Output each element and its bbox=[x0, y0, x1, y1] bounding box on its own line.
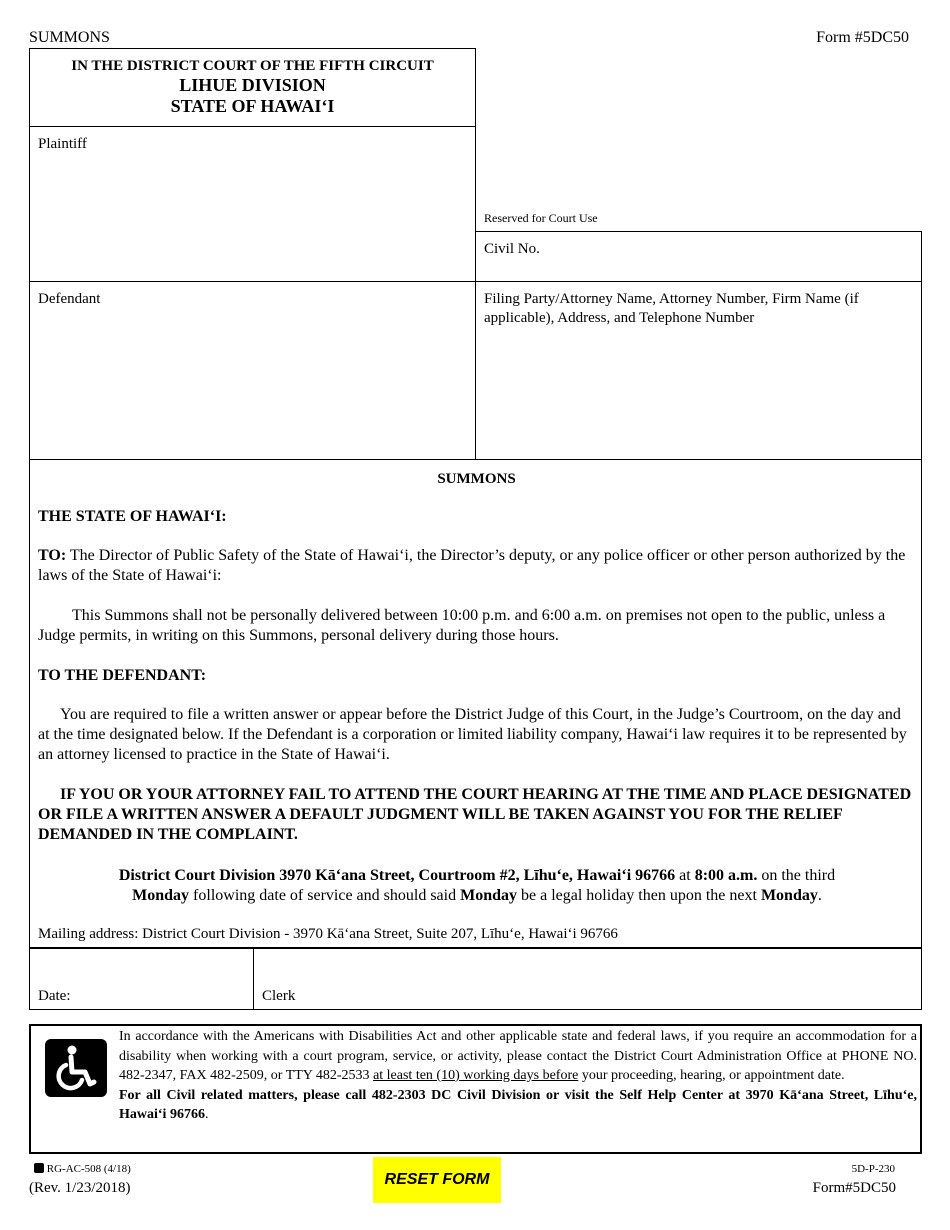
civil-no-label: Civil No. bbox=[484, 241, 540, 257]
court-line-3: STATE OF HAWAI‘I bbox=[170, 96, 335, 116]
required-paragraph: You are required to file a written answer or appear before the District Judge of this Court, in the Judge’s Courtroom, on the day and at the time designated below. If the Defendant is a corporation or limited liability company, Hawai‘i law requires it to be represented by an attorney licensed to practice in the State of Hawai‘i. bbox=[38, 706, 907, 763]
header-form-number: Form #5DC50 bbox=[816, 29, 909, 46]
to-defendant-heading: TO THE DEFENDANT: bbox=[38, 667, 207, 684]
plaintiff-field[interactable] bbox=[29, 126, 476, 282]
court-caption bbox=[29, 48, 476, 127]
footer-code-right: 5D-P-230 bbox=[851, 1163, 895, 1175]
to-paragraph bbox=[38, 546, 916, 586]
summons-body bbox=[29, 459, 922, 949]
default-warning: IF YOU OR YOUR ATTORNEY FAIL TO ATTEND THE COURT HEARING AT THE TIME AND PLACE DESIGNATED OR FILE A WRITTEN ANSWER A DEFAULT JUDGMENT WILL BE TAKEN AGAINST YOU FOR THE RELIEF DEMANDED IN THE COMPLAINT. bbox=[38, 786, 912, 843]
to-label: TO: bbox=[38, 547, 67, 564]
header-summons: SUMMONS bbox=[29, 29, 110, 46]
footer-form-number: Form#5DC50 bbox=[812, 1180, 896, 1196]
clerk-label: Clerk bbox=[262, 988, 296, 1004]
filing-party-label: Filing Party/Attorney Name, Attorney Number, Firm Name (if applicable), Address, and Telephone Number bbox=[484, 291, 859, 326]
court-line-2: LIHUE DIVISION bbox=[179, 75, 326, 95]
reset-form-button[interactable]: RESET FORM bbox=[373, 1157, 501, 1203]
plaintiff-label: Plaintiff bbox=[38, 136, 87, 152]
hearing-time: 8:00 a.m. bbox=[694, 867, 758, 884]
civil-no-field[interactable] bbox=[475, 231, 922, 282]
mailing-address: Mailing address: District Court Division - 3970 Kā‘ana Street, Suite 207, Līhu‘e, Hawai‘i 96766 bbox=[38, 926, 618, 942]
ada-notice bbox=[29, 1024, 922, 1154]
to-text: The Director of Public Safety of the State of Hawai‘i, the Director’s deputy, or any police officer or other person authorized by the laws of the State of Hawai‘i: bbox=[38, 547, 906, 584]
state-heading: THE STATE OF HAWAI‘I: bbox=[38, 508, 227, 525]
ada-text: In accordance with the Americans with Disabilities Act and other applicable state and federal laws, if you require an accommodation for a disability when working with a court program, service, or activity, please contact the District Court Administration Office at PHONE NO. 482-2347, FAX 482-2509, or TTY 482-2533 at least ten (10) working days before your proceeding, hearing, or appointment date. For all Civil related matters, please call 482-2303 DC Civil Division or visit the Self Help Center at 3970 Kā‘ana Street, Līhu‘e, Hawai‘i 96766. bbox=[119, 1029, 917, 1122]
location-paragraph: District Court Division 3970 Kā‘ana Street, Courtroom #2, Līhu‘e, Hawai‘i 96766 at 8:00 a.m. on the third Monday following date of service and should said Monday be a legal holiday then upon the next Monday. bbox=[118, 867, 836, 904]
summons-title: SUMMONS bbox=[437, 471, 516, 487]
filing-party-field[interactable] bbox=[475, 281, 922, 460]
signature-divider bbox=[253, 948, 254, 1010]
court-line-1: IN THE DISTRICT COURT OF THE FIFTH CIRCUIT bbox=[71, 58, 434, 74]
ada-deadline: at least ten (10) working days before bbox=[373, 1068, 579, 1083]
defendant-label: Defendant bbox=[38, 291, 101, 307]
reserved-label: Reserved for Court Use bbox=[484, 211, 598, 225]
delivery-paragraph: This Summons shall not be personally delivered between 10:00 p.m. and 6:00 a.m. on premises not open to the public, unless a Judge permits, in writing on this Summons, personal delivery during those hours. bbox=[38, 607, 886, 644]
defendant-field[interactable] bbox=[29, 281, 476, 460]
form-code: RG-AC-508 (4/18) bbox=[34, 1163, 131, 1175]
wheelchair-icon bbox=[45, 1039, 107, 1097]
revision-date: (Rev. 1/23/2018) bbox=[29, 1180, 131, 1196]
wheelchair-small-icon bbox=[34, 1163, 44, 1173]
signature-row bbox=[29, 947, 922, 1010]
location-bold: District Court Division 3970 Kā‘ana Street, Courtroom #2, Līhu‘e, Hawai‘i 96766 bbox=[118, 867, 676, 884]
date-label: Date: bbox=[38, 988, 71, 1004]
ada-civil-info: For all Civil related matters, please call 482-2303 DC Civil Division or visit the Self Help Center at 3970 Kā‘ana Street, Līhu‘e, Hawai‘i 96766 bbox=[119, 1087, 917, 1122]
